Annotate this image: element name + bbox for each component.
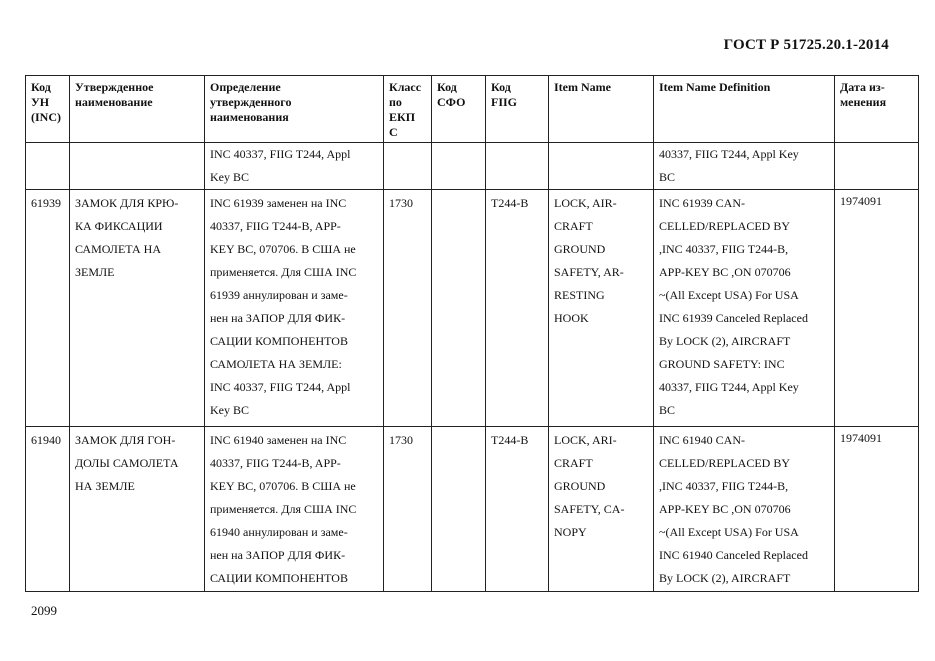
header-line: УН bbox=[31, 95, 50, 109]
header-line: наименования bbox=[210, 110, 289, 124]
col-inc-header bbox=[26, 76, 70, 143]
col-class-cell bbox=[384, 143, 432, 190]
cell-line: BC bbox=[659, 403, 676, 417]
col-inc-cell bbox=[26, 427, 70, 592]
col-sfo-cell bbox=[432, 143, 486, 190]
cell-line: нен на ЗАПОР ДЛЯ ФИК- bbox=[210, 548, 346, 562]
cell-line: HOOK bbox=[554, 311, 589, 325]
table-row bbox=[26, 190, 919, 427]
header-line: Утвержденное bbox=[75, 80, 154, 94]
cell-line: 1730 bbox=[389, 433, 413, 447]
cell-line: T244-B bbox=[491, 433, 529, 447]
col-sfo-cell bbox=[432, 427, 486, 592]
cell-line: APP-KEY BC ,ON 070706 bbox=[659, 265, 791, 279]
col-item-name-cell bbox=[549, 190, 654, 427]
col-inc-cell bbox=[26, 190, 70, 427]
cell-line: ЗАМОК ДЛЯ КРЮ- bbox=[75, 196, 179, 210]
cell-line: 61939 bbox=[31, 196, 61, 210]
col-date-cell bbox=[835, 190, 919, 427]
header-line: Дата из- bbox=[840, 80, 885, 94]
cell-line: ЗЕМЛЕ bbox=[75, 265, 115, 279]
col-definition-cell bbox=[205, 143, 384, 190]
page-number: 2099 bbox=[31, 603, 57, 618]
col-definition-header bbox=[205, 76, 384, 143]
cell-line: CRAFT bbox=[554, 456, 593, 470]
cell-line: LOCK, ARI- bbox=[554, 433, 617, 447]
cell-line: INC 61940 заменен на INC bbox=[210, 433, 347, 447]
cell-line: CRAFT bbox=[554, 219, 593, 233]
col-class-cell bbox=[384, 190, 432, 427]
col-fiig-header bbox=[486, 76, 549, 143]
col-fiig-cell bbox=[486, 190, 549, 427]
cell-line: 40337, FIIG T244-B, APP- bbox=[210, 456, 341, 470]
cell-line: GROUND bbox=[554, 242, 606, 256]
header-line: С bbox=[389, 125, 398, 139]
col-date-header bbox=[835, 76, 919, 143]
table-body bbox=[26, 143, 919, 592]
header-line: менения bbox=[840, 95, 887, 109]
cell-line: 40337, FIIG T244-B, APP- bbox=[210, 219, 341, 233]
header-line: утвержденного bbox=[210, 95, 292, 109]
cell-line: CELLED/REPLACED BY bbox=[659, 219, 790, 233]
col-name-cell bbox=[70, 190, 205, 427]
col-item-definition-cell bbox=[654, 427, 835, 592]
cell-line: нен на ЗАПОР ДЛЯ ФИК- bbox=[210, 311, 346, 325]
cell-line: САЦИИ КОМПОНЕНТОВ bbox=[210, 334, 348, 348]
header-line: Item Name Definition bbox=[659, 80, 771, 94]
col-item-name-header bbox=[549, 76, 654, 143]
col-sfo-header bbox=[432, 76, 486, 143]
cell-line: GROUND SAFETY: INC bbox=[659, 357, 785, 371]
table-header-row bbox=[26, 76, 919, 143]
cell-line: ~(All Except USA) For USA bbox=[659, 288, 799, 302]
col-name-cell bbox=[70, 427, 205, 592]
cell-line: SAFETY, AR- bbox=[554, 265, 624, 279]
col-definition-cell bbox=[205, 427, 384, 592]
col-name-cell bbox=[70, 143, 205, 190]
cell-line: GROUND bbox=[554, 479, 606, 493]
cell-line: INC 61940 CAN- bbox=[659, 433, 745, 447]
header-line: наименование bbox=[75, 95, 153, 109]
cell-line: ДОЛЫ САМОЛЕТА bbox=[75, 456, 179, 470]
cell-line: 61939 аннулирован и заме- bbox=[210, 288, 348, 302]
cell-line: KEY BC, 070706. В США не bbox=[210, 242, 356, 256]
col-item-definition-header bbox=[654, 76, 835, 143]
cell-line: 40337, FIIG T244, Appl Key bbox=[659, 380, 799, 394]
cell-line: By LOCK (2), AIRCRAFT bbox=[659, 334, 791, 348]
header-line: по bbox=[389, 95, 402, 109]
cell-line: SAFETY, CA- bbox=[554, 502, 625, 516]
cell-line: INC 61939 CAN- bbox=[659, 196, 745, 210]
col-name-header bbox=[70, 76, 205, 143]
cell-line: BC bbox=[659, 170, 676, 184]
table-row bbox=[26, 427, 919, 592]
cell-line: ЗАМОК ДЛЯ ГОН- bbox=[75, 433, 176, 447]
cell-line: INC 61939 заменен на INC bbox=[210, 196, 347, 210]
col-fiig-cell bbox=[486, 143, 549, 190]
header-line: ЕКП bbox=[389, 110, 416, 124]
cell-line: ~(All Except USA) For USA bbox=[659, 525, 799, 539]
header-line: Item Name bbox=[554, 80, 611, 94]
col-date-cell bbox=[835, 427, 919, 592]
cell-line: Key BC bbox=[210, 403, 249, 417]
cell-line: Key BC bbox=[210, 170, 249, 184]
cell-line: LOCK, AIR- bbox=[554, 196, 617, 210]
cell-line: САМОЛЕТА НА ЗЕМЛЕ: bbox=[210, 357, 342, 371]
cell-line: 1974091 bbox=[840, 431, 882, 445]
cell-line: INC 40337, FIIG T244, Appl bbox=[210, 380, 351, 394]
table-row bbox=[26, 143, 919, 190]
col-definition-cell bbox=[205, 190, 384, 427]
cell-line: By LOCK (2), AIRCRAFT bbox=[659, 571, 791, 585]
cell-line: применяется. Для США INC bbox=[210, 265, 357, 279]
cell-line: RESTING bbox=[554, 288, 605, 302]
header-line: Определение bbox=[210, 80, 281, 94]
cell-line: 61940 bbox=[31, 433, 61, 447]
catalog-table bbox=[25, 75, 919, 592]
header-line: Код bbox=[491, 80, 511, 94]
col-fiig-cell bbox=[486, 427, 549, 592]
col-item-definition-cell bbox=[654, 143, 835, 190]
cell-line: САМОЛЕТА НА bbox=[75, 242, 162, 256]
col-class-cell bbox=[384, 427, 432, 592]
cell-line: 1974091 bbox=[840, 194, 882, 208]
header-line: Класс bbox=[389, 80, 422, 94]
col-item-definition-cell bbox=[654, 190, 835, 427]
cell-line: КА ФИКСАЦИИ bbox=[75, 219, 163, 233]
cell-line: 1730 bbox=[389, 196, 413, 210]
cell-line: ,INC 40337, FIIG T244-B, bbox=[659, 242, 789, 256]
header-line: Код bbox=[437, 80, 457, 94]
col-item-name-cell bbox=[549, 427, 654, 592]
header-line: Код bbox=[31, 80, 51, 94]
cell-line: ,INC 40337, FIIG T244-B, bbox=[659, 479, 789, 493]
col-item-name-cell bbox=[549, 143, 654, 190]
col-date-cell bbox=[835, 143, 919, 190]
cell-line: NOPY bbox=[554, 525, 587, 539]
cell-line: 40337, FIIG T244, Appl Key bbox=[659, 147, 799, 161]
cell-line: INC 61940 Canceled Replaced bbox=[659, 548, 808, 562]
cell-line: APP-KEY BC ,ON 070706 bbox=[659, 502, 791, 516]
col-sfo-cell bbox=[432, 190, 486, 427]
header-line: FIIG bbox=[491, 95, 518, 109]
cell-line: INC 61939 Canceled Replaced bbox=[659, 311, 808, 325]
cell-line: НА ЗЕМЛЕ bbox=[75, 479, 135, 493]
standard-code: ГОСТ Р 51725.20.1-2014 bbox=[723, 37, 889, 53]
cell-line: INC 40337, FIIG T244, Appl bbox=[210, 147, 351, 161]
cell-line: САЦИИ КОМПОНЕНТОВ bbox=[210, 571, 348, 585]
cell-line: 61940 аннулирован и заме- bbox=[210, 525, 348, 539]
col-class-header bbox=[384, 76, 432, 143]
header-line: (INC) bbox=[31, 110, 61, 124]
header-line: СФО bbox=[437, 95, 466, 109]
col-inc-cell bbox=[26, 143, 70, 190]
cell-line: применяется. Для США INC bbox=[210, 502, 357, 516]
cell-line: KEY BC, 070706. В США не bbox=[210, 479, 356, 493]
cell-line: T244-B bbox=[491, 196, 529, 210]
cell-line: CELLED/REPLACED BY bbox=[659, 456, 790, 470]
